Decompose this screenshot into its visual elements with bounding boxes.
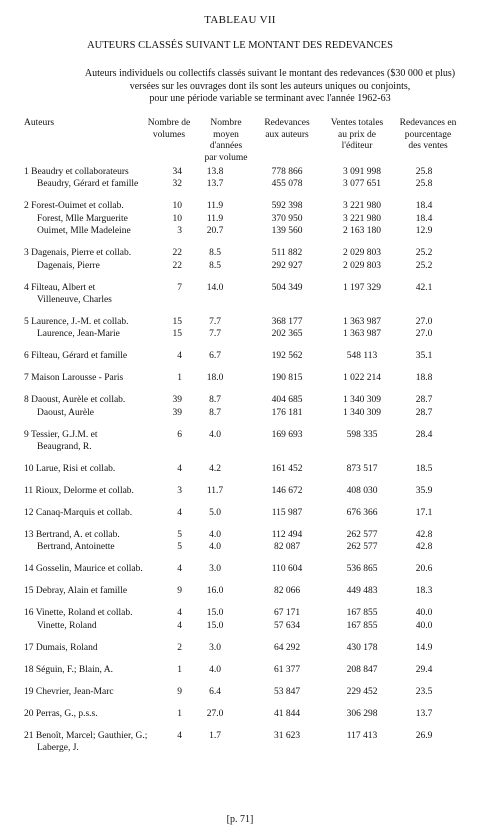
cell-redevances: 169 693 [271,429,303,440]
cell-volumes: 6 [177,429,182,440]
author-group [0,247,480,272]
cell-redevances: 504 349 [271,282,303,293]
cell-volumes: 32 [172,179,182,190]
author-name: Laberge, J. [37,742,79,753]
cell-moyen: 15.0 [206,608,224,619]
header-line: Ventes totales [330,118,384,128]
author-name: 10 Larue, Risi et collab. [24,463,116,474]
cell-pourcentage: 40.0 [415,620,433,631]
header-line: Auteurs [24,118,55,128]
cell-moyen: 4.0 [209,542,221,553]
cell-volumes: 4 [177,564,182,575]
header-line: au prix de [338,129,376,140]
table-row [0,407,480,419]
page-number: [p. 71] [226,814,254,825]
table-row [0,541,480,553]
header-line: moyen [213,129,239,140]
cell-pourcentage: 25.2 [415,260,433,271]
table-row [0,294,480,306]
cell-pourcentage: 25.2 [415,248,433,259]
header-nombre-volumes [143,118,195,141]
cell-ventes: 1 363 987 [343,316,381,327]
cell-moyen: 20.7 [206,226,224,237]
author-group [0,372,480,384]
cell-pourcentage: 42.8 [415,529,433,540]
cell-pourcentage: 23.5 [415,686,433,697]
cell-moyen: 3.0 [209,642,221,653]
header-line: des ventes [408,141,448,151]
table-row [0,260,480,272]
cell-volumes: 10 [172,213,182,224]
cell-volumes: 7 [177,282,182,293]
author-name: 18 Séguin, F.; Blain, A. [24,664,113,675]
cell-volumes: 10 [172,201,182,212]
cell-volumes: 5 [177,542,182,553]
table-row [0,166,480,178]
cell-moyen: 4.0 [209,664,221,675]
cell-pourcentage: 12.9 [415,226,433,237]
author-group [0,507,480,519]
table-row [0,282,480,294]
table-description [60,68,480,106]
cell-redevances: 31 623 [273,730,301,741]
cell-volumes: 22 [172,248,182,259]
cell-moyen: 18.0 [206,373,224,384]
author-group [0,529,480,554]
author-name: Daoust, Aurèle [37,407,94,418]
cell-redevances: 57 634 [273,620,301,631]
author-name: 1 Beaudry et collaborateurs [24,167,129,177]
table-row [0,463,480,475]
cell-ventes: 167 855 [346,620,378,631]
header-line: aux auteurs [265,129,309,140]
cell-ventes: 3 091 998 [343,167,381,177]
table-row [0,394,480,406]
cell-redevances: 592 398 [271,201,303,212]
cell-ventes: 548 113 [346,351,378,362]
table-row [0,178,480,190]
cell-moyen: 6.4 [209,686,221,697]
cell-pourcentage: 18.8 [415,373,433,384]
header-ventes-totales [322,118,392,153]
cell-redevances: 82 087 [273,542,301,553]
cell-redevances: 161 452 [271,463,303,474]
cell-moyen: 4.2 [209,463,221,474]
cell-ventes: 2 029 803 [343,260,381,271]
table-row [0,686,480,698]
author-name: Forest, Mlle Marguerite [37,213,128,224]
table-body [0,166,480,764]
cell-ventes: 1 340 309 [343,407,381,418]
cell-ventes: 1 363 987 [343,329,381,340]
author-group [0,686,480,698]
cell-pourcentage: 17.1 [415,507,433,518]
cell-redevances: 115 987 [271,507,303,518]
table-row [0,607,480,619]
header-auteurs [20,118,84,130]
author-name: Dagenais, Pierre [37,260,100,271]
table-row [0,441,480,453]
table-row [0,507,480,519]
cell-moyen: 11.9 [206,201,224,212]
description-line: versées sur les ouvrages dont ils sont les auteurs uniques ou conjoints, [129,80,411,92]
author-name: 17 Dumais, Roland [24,642,98,653]
author-name: 16 Vinette, Roland et collab. [24,608,133,619]
author-name: Laurence, Jean-Marie [37,329,120,340]
cell-redevances: 192 562 [271,351,303,362]
author-name: Villeneuve, Charles [37,294,112,305]
author-group [0,585,480,597]
cell-volumes: 2 [177,642,182,653]
cell-ventes: 408 030 [346,485,378,496]
cell-ventes: 167 855 [346,608,378,619]
cell-redevances: 190 815 [271,373,303,384]
author-name: 7 Maison Larousse - Paris [24,373,124,384]
header-line: pourcentage [404,129,452,140]
author-group [0,350,480,362]
cell-pourcentage: 40.0 [415,608,433,619]
author-name: 2 Forest-Ouimet et collab. [24,201,124,212]
cell-moyen: 14.0 [206,282,224,293]
author-group [0,642,480,654]
cell-pourcentage: 35.1 [415,351,433,362]
cell-volumes: 3 [177,226,182,237]
table-row [0,225,480,237]
cell-redevances: 455 078 [271,179,303,190]
table-row [0,350,480,362]
cell-redevances: 110 604 [271,564,303,575]
cell-volumes: 1 [177,373,182,384]
cell-redevances: 368 177 [271,316,303,327]
table-row [0,247,480,259]
author-group [0,463,480,475]
cell-volumes: 9 [177,686,182,697]
cell-pourcentage: 42.1 [415,282,433,293]
table-row [0,585,480,597]
cell-volumes: 15 [172,316,182,327]
table-subtitle: AUTEURS CLASSÉS SUIVANT LE MONTANT DES REDEVANCES [87,40,393,51]
cell-redevances: 53 847 [273,686,301,697]
author-group [0,316,480,341]
cell-redevances: 146 672 [271,485,303,496]
cell-redevances: 202 365 [271,329,303,340]
author-name: 4 Filteau, Albert et [24,282,96,293]
cell-moyen: 6.7 [209,351,221,362]
cell-ventes: 3 077 651 [343,179,381,190]
cell-volumes: 4 [177,351,182,362]
cell-redevances: 404 685 [271,395,303,406]
author-name: 14 Gosselin, Maurice et collab. [24,564,143,575]
cell-volumes: 4 [177,620,182,631]
cell-pourcentage: 25.8 [415,167,433,177]
header-line: d'années [209,141,243,151]
cell-moyen: 7.7 [209,329,221,340]
cell-moyen: 16.0 [206,586,224,597]
cell-volumes: 4 [177,608,182,619]
cell-moyen: 11.9 [206,213,224,224]
cell-redevances: 82 066 [273,586,301,597]
cell-redevances: 64 292 [273,642,301,653]
cell-ventes: 676 366 [346,507,378,518]
table-row [0,742,480,754]
cell-pourcentage: 28.7 [415,407,433,418]
cell-pourcentage: 42.8 [415,542,433,553]
author-name: 9 Tessier, G.J.M. et [24,429,98,440]
cell-ventes: 430 178 [346,642,378,653]
cell-pourcentage: 18.4 [415,201,433,212]
author-name: 6 Filteau, Gérard et famille [24,351,128,362]
cell-moyen: 5.0 [209,507,221,518]
cell-ventes: 873 517 [346,463,378,474]
cell-moyen: 4.0 [209,429,221,440]
cell-ventes: 1 197 329 [343,282,381,293]
table-row [0,213,480,225]
cell-moyen: 8.5 [209,248,221,259]
cell-ventes: 1 340 309 [343,395,381,406]
header-nombre-moyen [196,118,256,164]
cell-ventes: 208 847 [346,664,378,675]
author-group [0,282,480,307]
cell-redevances: 139 560 [271,226,303,237]
cell-moyen: 3.0 [209,564,221,575]
table-row [0,328,480,340]
cell-moyen: 15.0 [206,620,224,631]
cell-pourcentage: 18.3 [415,586,433,597]
cell-volumes: 1 [177,708,182,719]
cell-moyen: 8.7 [209,395,221,406]
cell-moyen: 27.0 [206,708,224,719]
cell-volumes: 1 [177,664,182,675]
cell-ventes: 262 577 [346,529,378,540]
cell-moyen: 8.7 [209,407,221,418]
cell-pourcentage: 14.9 [415,642,433,653]
author-name: Beaudry, Gérard et famille [37,179,139,190]
author-group [0,394,480,419]
cell-moyen: 1.7 [209,730,221,741]
table-row [0,730,480,742]
cell-pourcentage: 28.7 [415,395,433,406]
author-name: 13 Bertrand, A. et collab. [24,529,120,540]
cell-volumes: 15 [172,329,182,340]
cell-ventes: 449 483 [346,586,378,597]
table-row [0,200,480,212]
cell-pourcentage: 25.8 [415,179,433,190]
cell-pourcentage: 18.4 [415,213,433,224]
cell-pourcentage: 20.6 [415,564,433,575]
author-name: 3 Dagenais, Pierre et collab. [24,248,132,259]
cell-ventes: 2 029 803 [343,248,381,259]
cell-volumes: 5 [177,529,182,540]
cell-moyen: 8.5 [209,260,221,271]
author-group [0,730,480,755]
cell-moyen: 11.7 [206,485,224,496]
cell-volumes: 34 [172,167,182,177]
table-row [0,563,480,575]
author-name: 11 Rioux, Delorme et collab. [24,485,134,496]
cell-ventes: 229 452 [346,686,378,697]
description-line: pour une période variable se terminant avec l'année 1962-63 [149,93,391,104]
author-name: 15 Debray, Alain et famille [24,586,128,597]
cell-moyen: 13.8 [206,167,224,177]
cell-pourcentage: 26.9 [415,730,433,741]
header-line: Nombre de [147,118,191,128]
header-line: Nombre [210,118,242,128]
author-name: 19 Chevrier, Jean-Marc [24,686,114,697]
author-name: 5 Laurence, J.-M. et collab. [24,316,129,327]
cell-redevances: 176 181 [271,407,303,418]
cell-pourcentage: 18.5 [415,463,433,474]
cell-volumes: 4 [177,730,182,741]
author-group [0,708,480,720]
cell-pourcentage: 27.0 [415,329,433,340]
header-line: par volume [204,152,248,163]
cell-ventes: 262 577 [346,542,378,553]
cell-volumes: 9 [177,586,182,597]
author-group [0,166,480,191]
author-group [0,429,480,454]
table-row [0,429,480,441]
cell-redevances: 778 866 [271,167,303,177]
header-redevances-auteurs [252,118,322,141]
author-name: Vinette, Roland [37,620,97,631]
cell-moyen: 7.7 [209,316,221,327]
cell-ventes: 117 413 [346,730,378,741]
cell-redevances: 112 494 [271,529,303,540]
author-name: Ouimet, Mlle Madeleine [37,226,131,237]
table-row [0,642,480,654]
cell-pourcentage: 35.9 [415,485,433,496]
author-name: Bertrand, Antoinette [37,542,115,553]
cell-pourcentage: 28.4 [415,429,433,440]
cell-volumes: 4 [177,463,182,474]
table-row [0,529,480,541]
author-group [0,664,480,676]
table-row [0,708,480,720]
cell-redevances: 292 927 [271,260,303,271]
cell-moyen: 4.0 [209,529,221,540]
cell-volumes: 39 [172,395,182,406]
cell-redevances: 511 882 [271,248,303,259]
cell-volumes: 4 [177,507,182,518]
cell-pourcentage: 13.7 [415,708,433,719]
author-group [0,200,480,237]
author-group [0,563,480,575]
header-line: l'éditeur [341,141,373,151]
cell-ventes: 306 298 [346,708,378,719]
description-line: Auteurs individuels ou collectifs classés suivant le montant des redevances ($30 000 et plus) [84,68,456,79]
cell-volumes: 22 [172,260,182,271]
table-row [0,485,480,497]
header-line: volumes [152,129,186,140]
header-line: Redevances [264,118,310,128]
cell-ventes: 598 335 [346,429,378,440]
author-group [0,485,480,497]
table-row [0,620,480,632]
cell-ventes: 536 865 [346,564,378,575]
cell-pourcentage: 27.0 [415,316,433,327]
cell-moyen: 13.7 [206,179,224,190]
cell-redevances: 41 844 [273,708,301,719]
author-name: Beaugrand, R. [37,442,92,452]
author-name: 20 Perras, G., p.s.s. [24,708,98,719]
cell-ventes: 1 022 214 [343,373,381,384]
table-title: TABLEAU VII [204,14,276,26]
cell-pourcentage: 29.4 [415,664,433,675]
author-name: 8 Daoust, Aurèle et collab. [24,395,126,406]
cell-redevances: 61 377 [273,664,301,675]
table-row [0,372,480,384]
cell-volumes: 39 [172,407,182,418]
cell-ventes: 3 221 980 [343,213,381,224]
table-row [0,664,480,676]
header-redevances-pourcentage [388,118,468,153]
author-group [0,607,480,632]
cell-redevances: 67 171 [273,608,301,619]
cell-redevances: 370 950 [271,213,303,224]
cell-ventes: 2 163 180 [343,226,381,237]
table-row [0,316,480,328]
cell-ventes: 3 221 980 [343,201,381,212]
cell-volumes: 3 [177,485,182,496]
header-line: Redevances en [399,118,457,128]
author-name: 21 Benoît, Marcel; Gauthier, G.; [24,730,148,741]
author-name: 12 Canaq-Marquis et collab. [24,507,133,518]
